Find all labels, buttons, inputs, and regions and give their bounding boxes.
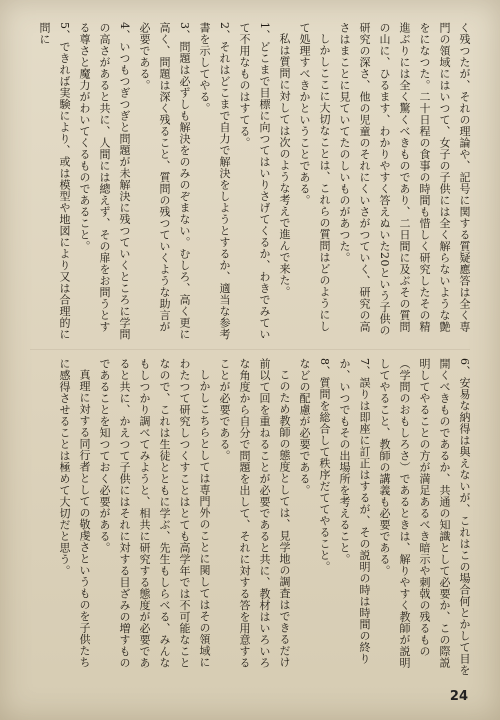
paragraph: などの配慮が必要である。 [298,358,311,496]
column-divider [30,349,470,350]
paragraph: しかしここに大切なことは、これらの質問はどのようにして処理すべきかということである。 [298,22,331,332]
paragraph: く残つたが、それの理論や、記号に関する質疑應答は全く専門の領域にはいつて、女子の子供には全く解らないような艶をになつた。二十日程の食事の時間も惜しく研究したその精進ぶりには全く驚くべきものであり、二日間に及ぶその質問の山に、ひるます、わかりやすく答えぬいた20という子供の研究の深さ、他の児童のそれにくいさがつていく、研究の高さはまことに見ていてたのしいものがあつた。 [338,22,471,336]
paragraph: しかしこちらとしては専門外のことに関してはその領域にわたつて研究しつくすことはとても高学年では不可能なことなので、これは生徒とともに学ぶ、先生もしらべる、みんなもしつかり調べてみようと、相共に研究する態度が必要であると共に、かえつて子供にはそれに対する目ざみの増すものであることを知つておく必要がある。 [98,358,211,669]
list-item: 8、質問を総合して秩序だててやること。 [318,358,331,573]
upper-text-column [14,22,474,340]
page-number: 24 [449,689,468,704]
list-item: 5、できれば実験により、或は模型や地図により又は合理的に問に [38,22,71,340]
paragraph: 真理に対する同行者としての敬虔さというものを子供たちに感得させることは極めて大切だと思う。 [58,358,91,668]
list-item: 3、問題は必ずしも解決をのみのぞまない。むしろ、高く更に高く、問題は深く残ること、質問の残つていくような助言が必要である。 [138,22,191,340]
list-item: 6、安易な納得は與えないが、これはこの場合何とかして目を開くべきものであるか、共通の知識として必要か、この際説明してやることの方が満足あるべき暗示や刺戟の残るもの（学問のおもしろさ）であるときは、解りやすく教師が説明してやること、教師の講義も必要である。 [378,358,471,676]
paragraph: 私は質問に対しては次のような考えで進んで来た。 [278,33,291,298]
list-item: 2、それはどこまで自力で解決をしようとするか、適当な参考書を示してやる。 [198,22,231,340]
list-item: 1、どこまで目標に向つてはいりさげてくるか、わきでみていて不用なものはすてる。 [238,22,271,340]
paragraph: このため教師の態度としては、見学地の調査はできるだけ前以て回を重ねることが必要であると共に、教材はいろいろな角度から自分で問題を出して、それに対する答を用意することが必要である。 [218,358,291,669]
list-item: 4、いつもつぎつぎと問題が未解決に残つていくところに学問の高さがあると共に、人間には總えず、その扉をお問うとする尊さと魔力がわいてくるものであること。 [78,22,131,340]
list-item: 7、誤りは即座に訂正はするが、その説明の時は時間の終りか、いつでもその出場所を考えること。 [338,358,371,665]
lower-text-column [14,358,474,676]
